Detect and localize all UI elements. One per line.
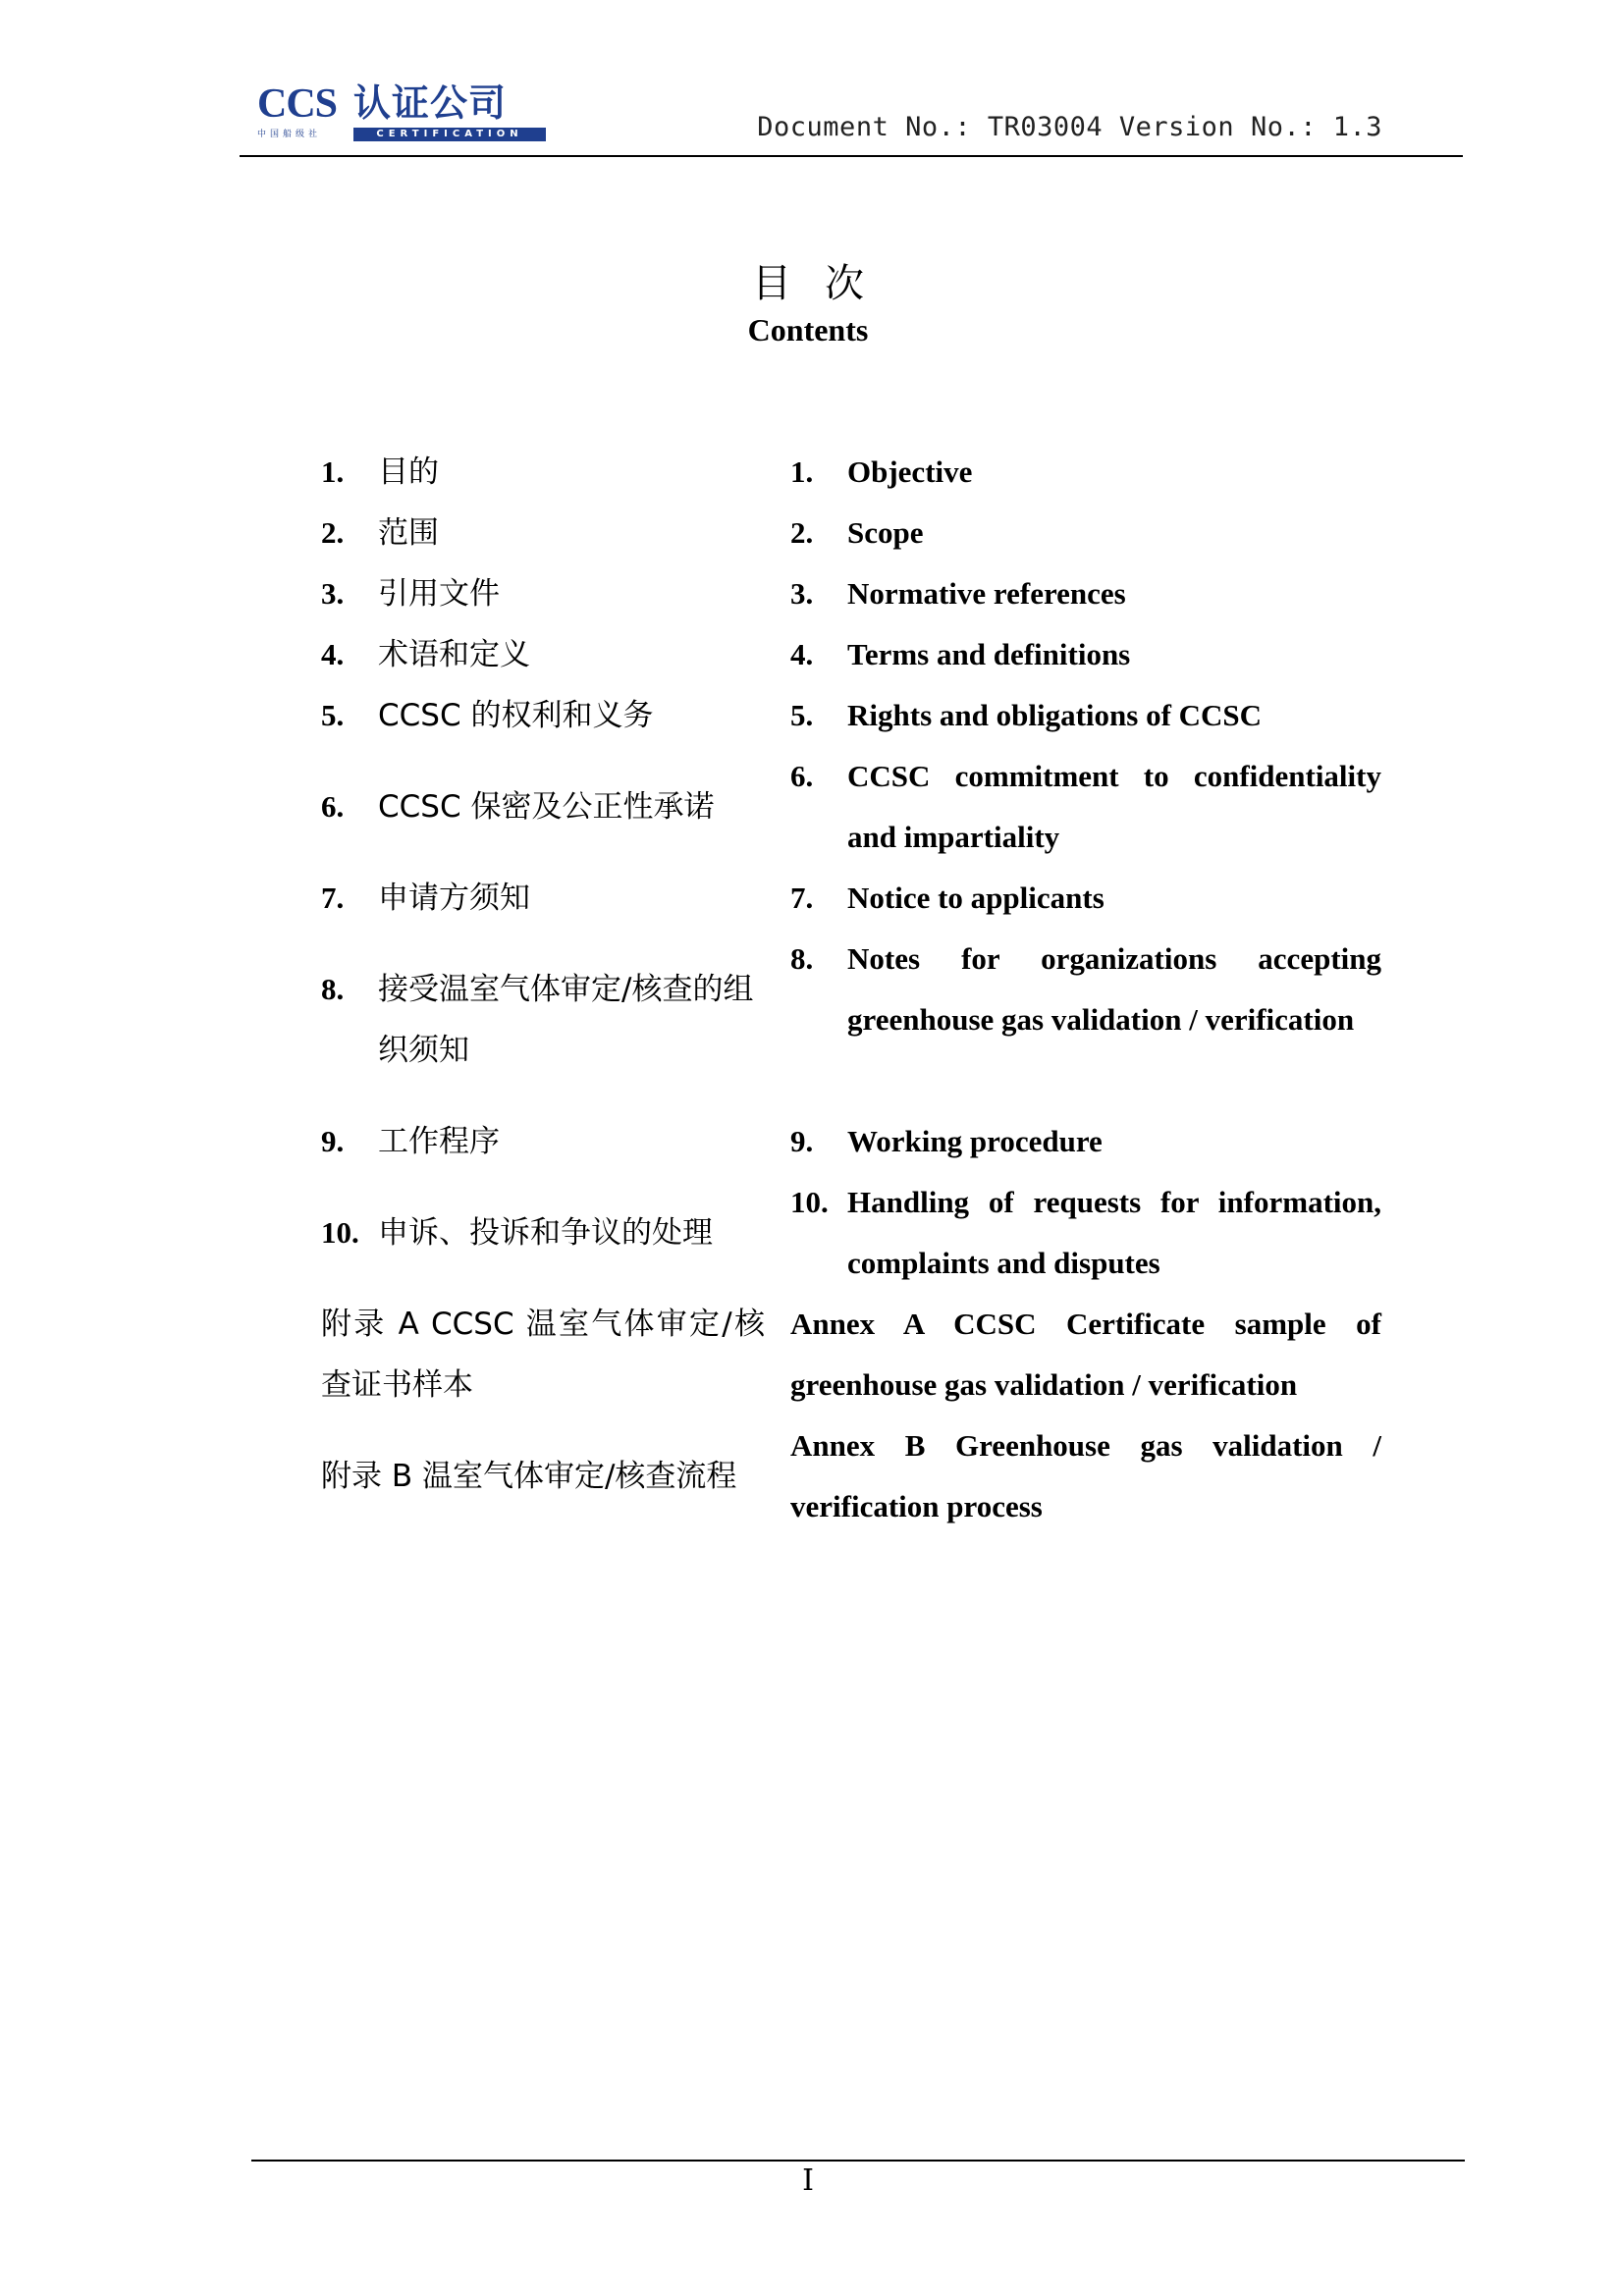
toc-cn-cell: [321, 776, 765, 837]
page-header: [240, 75, 1463, 157]
toc-number: 5.: [321, 698, 345, 732]
toc-cn-cell: [321, 624, 765, 685]
toc-cn-text: CCSC 保密及公正性承诺: [378, 789, 715, 825]
toc-number: 6.: [321, 789, 345, 824]
toc-cn-text: 范围: [378, 515, 439, 551]
title-cn: 目次: [752, 261, 897, 306]
toc-number: 7.: [790, 881, 814, 915]
annex-cn-text: 附录 B 温室气体审定/核查流程: [321, 1459, 737, 1494]
toc-number: 4.: [321, 637, 345, 671]
toc-en-text: Objective: [847, 454, 973, 489]
toc-en-cell: [790, 1172, 1381, 1294]
toc-cn-text: 工作程序: [378, 1124, 500, 1159]
logo-sub-cn: 中国船级社: [257, 130, 322, 139]
toc-number: 3.: [790, 576, 814, 611]
toc-cn-text: 接受温室气体审定/核查的组织须知: [378, 972, 754, 1068]
toc-cn-cell: [321, 1202, 765, 1263]
logo-tagline: CERTIFICATION: [353, 128, 546, 141]
contents-title: [0, 257, 1616, 349]
toc-cn-text: 申请方须知: [378, 881, 530, 916]
toc-number: 1.: [790, 454, 814, 489]
toc-cn-cell: [321, 868, 765, 929]
toc-en-text: Scope: [847, 515, 924, 550]
page-number: I: [802, 2163, 814, 2198]
annex-en-text: Annex B Greenhouse gas validation / verification process: [790, 1428, 1381, 1523]
header-divider: [240, 155, 1463, 157]
footer-divider: [251, 2160, 1465, 2162]
toc-en-text: Working procedure: [847, 1124, 1103, 1158]
toc-en-cell: [790, 929, 1381, 1050]
toc-en-text: Normative references: [847, 576, 1126, 611]
toc-number: 2.: [790, 515, 814, 550]
toc-cn-cell: [321, 503, 765, 563]
toc-number: 9.: [790, 1124, 814, 1158]
toc-en-cell: [790, 1415, 1381, 1537]
toc-en-text: Handling of requests for information, complaints and disputes: [847, 1185, 1381, 1280]
toc-en-cell: [790, 503, 1381, 563]
toc-en-text: CCSC commitment to confidentiality and impartiality: [847, 759, 1381, 854]
ccs-certification-logo: [257, 80, 591, 145]
title-en: Contents: [747, 312, 869, 347]
toc-number: 10.: [321, 1215, 359, 1250]
toc-en-cell: [790, 1294, 1381, 1415]
toc-cn-cell: [321, 959, 765, 1081]
toc-en-cell: [790, 685, 1381, 746]
toc-number: 8.: [321, 972, 345, 1006]
toc-cn-cell: [321, 1446, 765, 1507]
toc-cn-text: 申诉、投诉和争议的处理: [378, 1215, 713, 1251]
logo-name-cn: 认证公司: [353, 81, 508, 125]
toc-number: 6.: [790, 759, 814, 793]
toc-number: 9.: [321, 1124, 345, 1158]
logo-brand: CCS: [257, 81, 338, 127]
toc-cn-text: 目的: [378, 454, 439, 490]
toc-en-cell: [790, 868, 1381, 929]
toc-en-text: Rights and obligations of CCSC: [847, 698, 1263, 732]
toc-cn-cell: [321, 563, 765, 624]
toc-en-cell: [790, 442, 1381, 503]
toc-cn-cell: [321, 1111, 765, 1172]
toc-number: 3.: [321, 576, 345, 611]
toc-en-text: Notice to applicants: [847, 881, 1104, 915]
toc-number: 2.: [321, 515, 345, 550]
toc-number: 1.: [321, 454, 345, 489]
toc-en-text: Notes for organizations accepting greenhouse gas validation / verification: [847, 941, 1381, 1037]
toc-number: 10.: [790, 1185, 829, 1219]
toc-cn-text: CCSC 的权利和义务: [378, 698, 654, 733]
document-number-line: Document No.: TR03004 Version No.: 1.3: [757, 112, 1382, 142]
toc-en-cell: [790, 746, 1381, 868]
toc-number: 4.: [790, 637, 814, 671]
toc-cn-cell: [321, 442, 765, 503]
toc-number: 8.: [790, 941, 814, 976]
toc-cn-cell: [321, 685, 765, 746]
toc-en-cell: [790, 624, 1381, 685]
toc-cn-cell: [321, 1294, 765, 1415]
toc-cn-text: 术语和定义: [378, 637, 530, 672]
toc-number: 7.: [321, 881, 345, 915]
toc-en-text: Terms and definitions: [847, 637, 1131, 671]
annex-cn-text: 附录 A CCSC 温室气体审定/核查证书样本: [321, 1307, 765, 1403]
toc-cn-text: 引用文件: [378, 576, 500, 612]
toc-number: 5.: [790, 698, 814, 732]
toc-en-cell: [790, 1111, 1381, 1172]
toc-en-cell: [790, 563, 1381, 624]
annex-en-text: Annex A CCSC Certificate sample of greenhouse gas validation / verification: [790, 1307, 1381, 1402]
